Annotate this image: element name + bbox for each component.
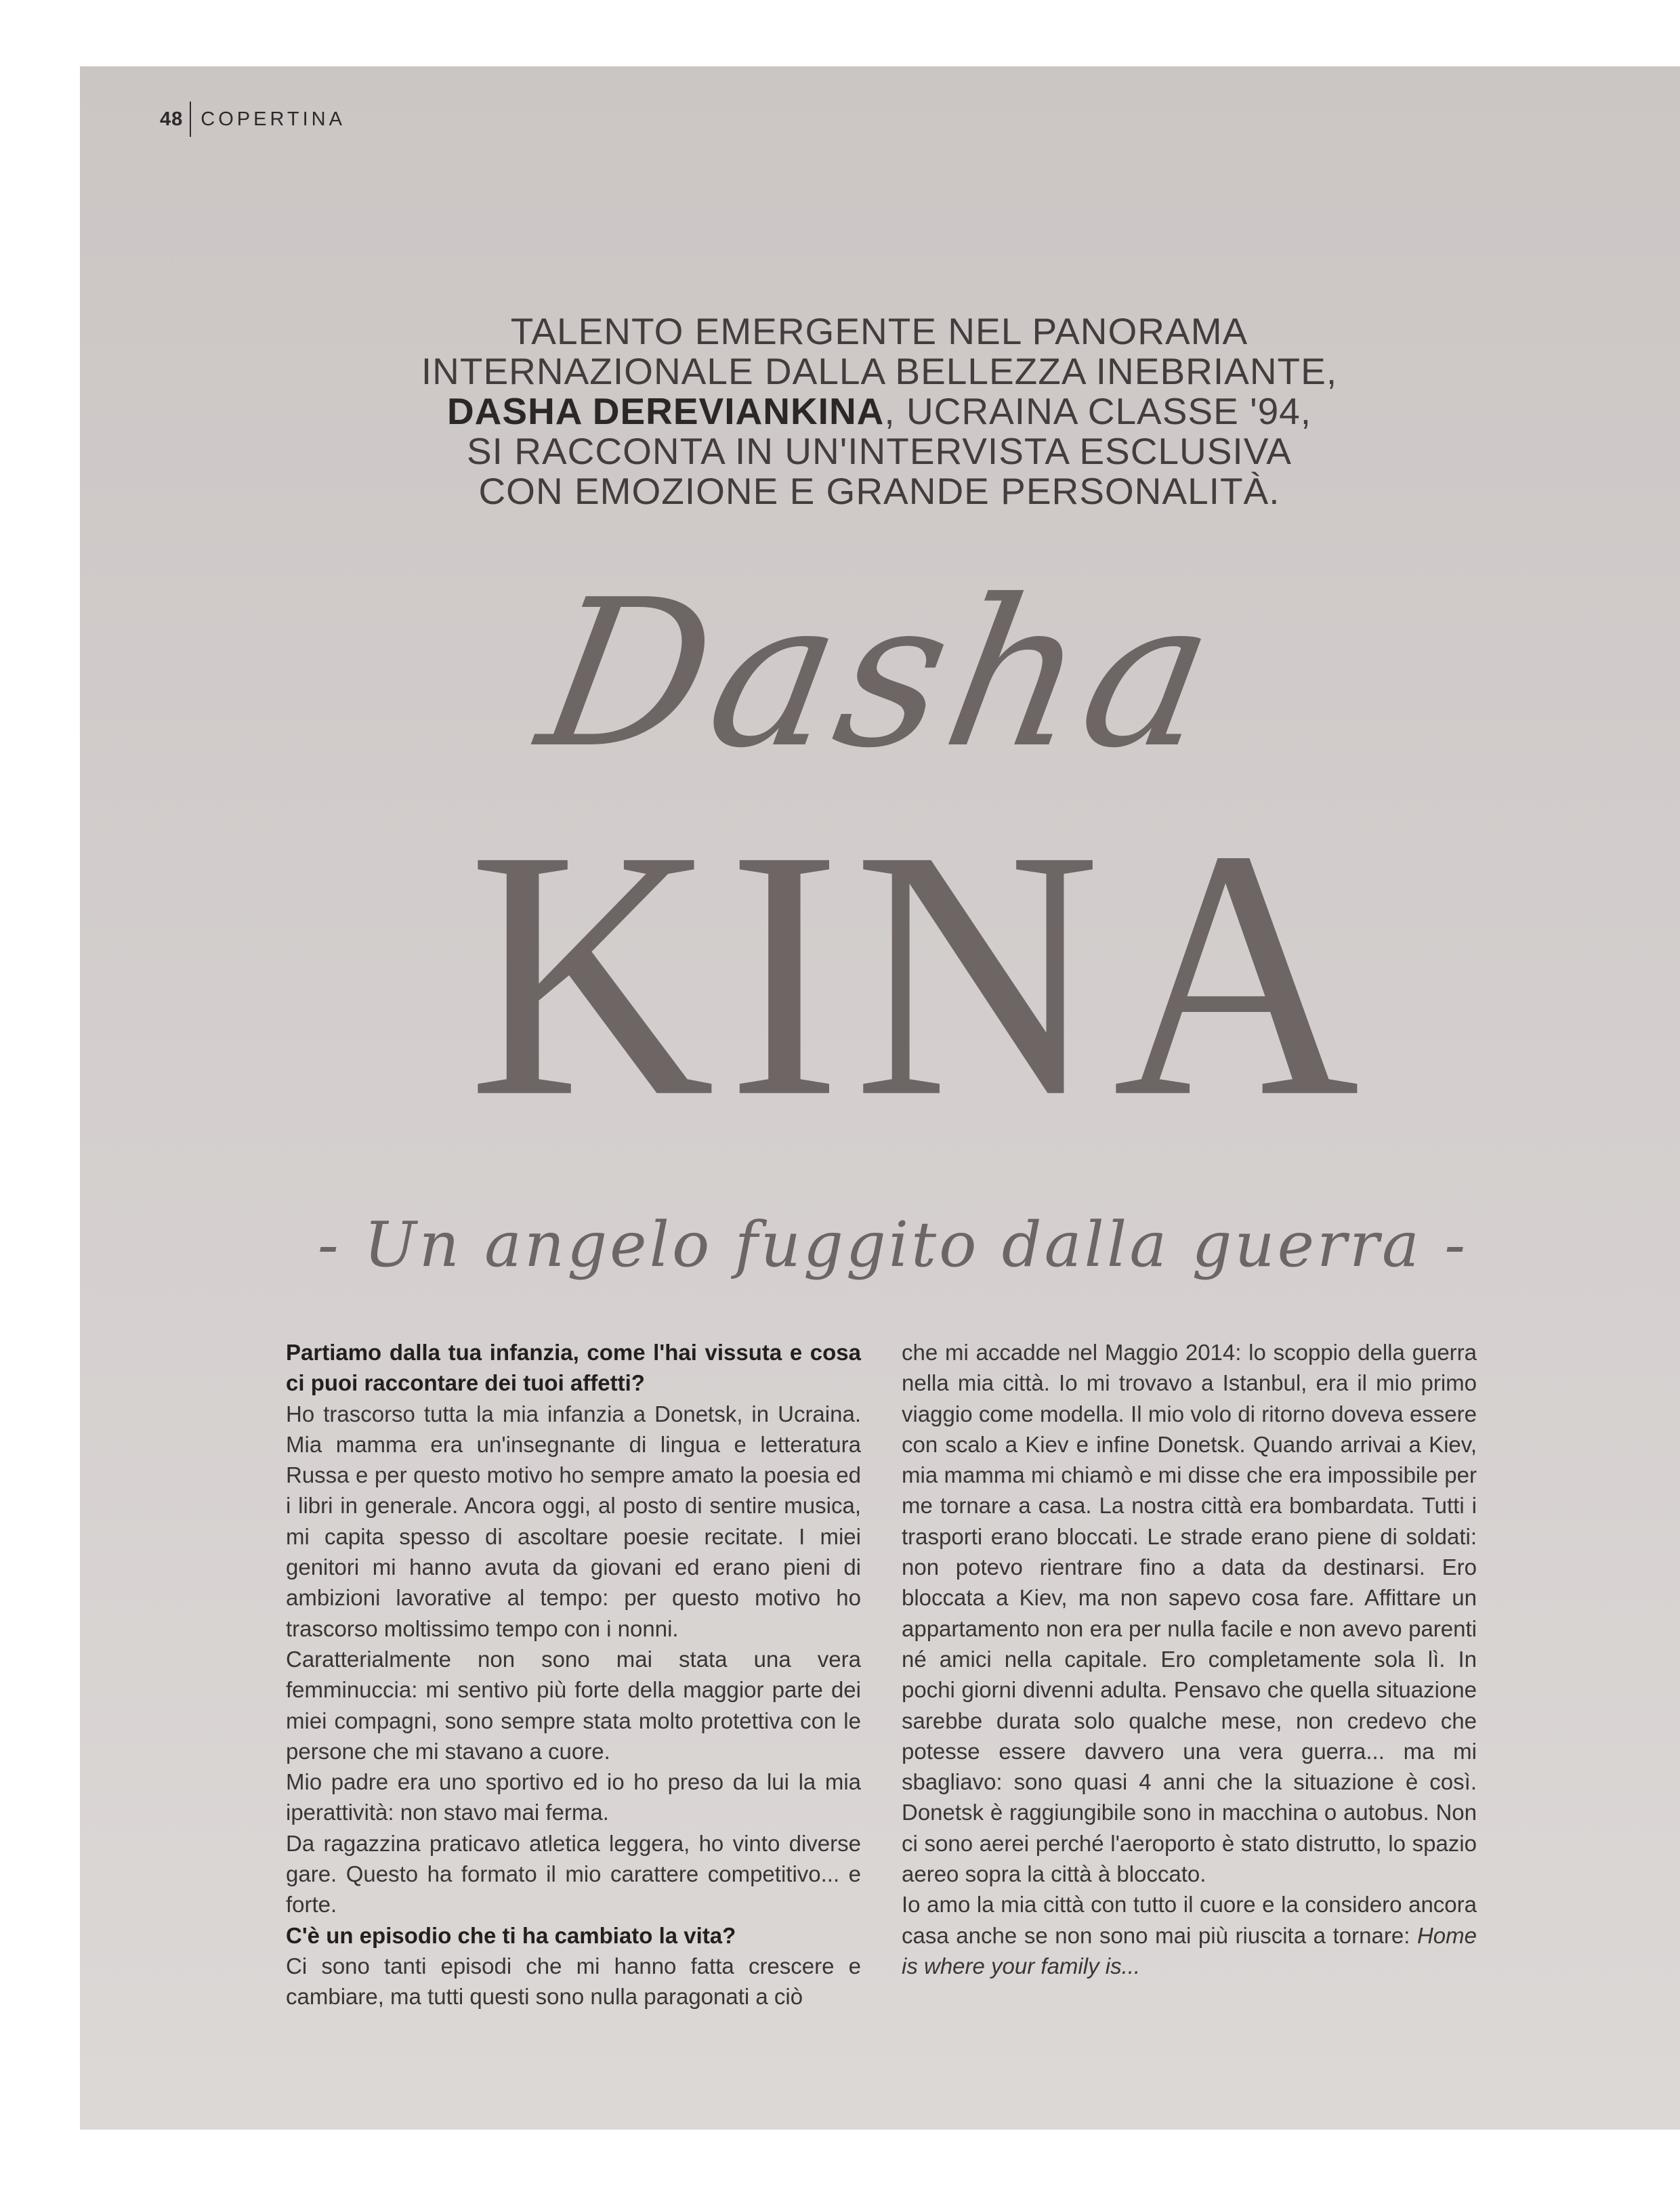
interview-question: C'è un episodio che ti ha cambiato la vita? xyxy=(286,1922,736,1948)
intro-line: SI RACCONTA IN UN'INTERVISTA ESCLUSIVA xyxy=(466,430,1292,472)
article-column-1 xyxy=(286,1337,861,2012)
page-folio xyxy=(160,106,345,133)
intro-deck xyxy=(236,312,1523,511)
headline-script: Dasha xyxy=(525,556,1235,792)
intro-line-rest: , UCRAINA CLASSE '94, xyxy=(884,390,1312,432)
interview-answer: Da ragazzina praticavo atletica leggera, ho vinto diverse gare. Questo ha formato il mio carattere competitivo... e forte. xyxy=(286,1830,861,1918)
folio-divider xyxy=(190,102,191,137)
page-number: 48 xyxy=(160,108,184,130)
intro-line: INTERNAZIONALE DALLA BELLEZZA INEBRIANTE, xyxy=(421,350,1338,392)
closing-quote: Home is where your family is... xyxy=(902,1922,1477,1979)
interview-answer: Ci sono tanti episodi che mi hanno fatta crescere e cambiare, ma tutti questi sono nulla paragonati a ciò xyxy=(286,1953,861,2010)
subject-name: DASHA DEREVIANKINA xyxy=(446,390,885,432)
interview-answer: che mi accadde nel Maggio 2014: lo scoppio della guerra nella mia città. Io mi trovavo a Istanbul, era il mio primo viaggio come modella. Il mio volo di ritorno doveva essere con scalo a Kiev e infine Donetsk. Quando arrivai a Kiev, mia mamma mi chiamò e mi disse che era impossibile per me tornare a casa. La nostra città era bombardata. Tutti i trasporti erano bloccati. Le strade erano piene di soldati: non potevo rientrare fino a data da destinarsi. Ero bloccata a Kiev, ma non sapevo cosa fare. Affittare un appartamento non era per nulla facile e non avevo parenti né amici nella capitale. Ero completamente sola lì. In pochi giorni divenni adulta. Pensavo che quella situazione sarebbe durata solo qualche mese, non credevo che potesse essere davvero una vera guerra... ma mi sbagliavo: sono quasi 4 anni che la situazione è così. Donetsk è raggiungibile sono in macchina o autobus. Non ci sono aerei perché l'aeroporto è stato distrutto, lo spazio aereo sopra la città à bloccato. xyxy=(902,1340,1477,1887)
intro-line: CON EMOZIONE E GRANDE PERSONALITÀ. xyxy=(478,470,1280,512)
interview-answer: Mio padre era uno sportivo ed io ho preso da lui la mia iperattività: non stavo mai ferma. xyxy=(286,1769,861,1825)
headline-subtitle: - Un angelo fuggito dalla guerra - xyxy=(317,1208,1469,1281)
interview-answer: Ho trascorso tutta la mia infanzia a Donetsk, in Ucraina. Mia mamma era un'insegnante di lingua e letteratura Russa e per questo motivo ho sempre amato la poesia ed i libri in generale. Ancora oggi, al posto di sentire musica, mi capita spesso di ascoltare poesie recitate. I miei genitori mi hanno avuta da giovani ed erano pieni di ambizioni lavorative al tempo: per questo motivo ho trascorso moltissimo tempo con i nonni. xyxy=(286,1401,861,1641)
section-label: COPERTINA xyxy=(201,108,345,130)
interview-answer: Caratterialmente non sono mai stata una vera femminuccia: mi sentivo più forte della maggior parte dei miei compagni, sono sempre stata molto protettiva con le persone che mi stavano a cuore. xyxy=(286,1646,861,1764)
headline-large: KINA xyxy=(467,776,1372,1171)
intro-line: TALENTO EMERGENTE NEL PANORAMA xyxy=(510,310,1248,352)
interview-question: Partiamo dalla tua infanzia, come l'hai vissuta e cosa ci puoi raccontare dei tuoi affetti? xyxy=(286,1340,861,1396)
magazine-page xyxy=(80,66,1680,2130)
article-column-2 xyxy=(902,1337,1477,1981)
interview-answer: Io amo la mia città con tutto il cuore e la considero ancora casa anche se non sono mai più riuscita a tornare: Home is where your family is... xyxy=(902,1892,1477,1979)
intro-line xyxy=(236,392,1523,431)
